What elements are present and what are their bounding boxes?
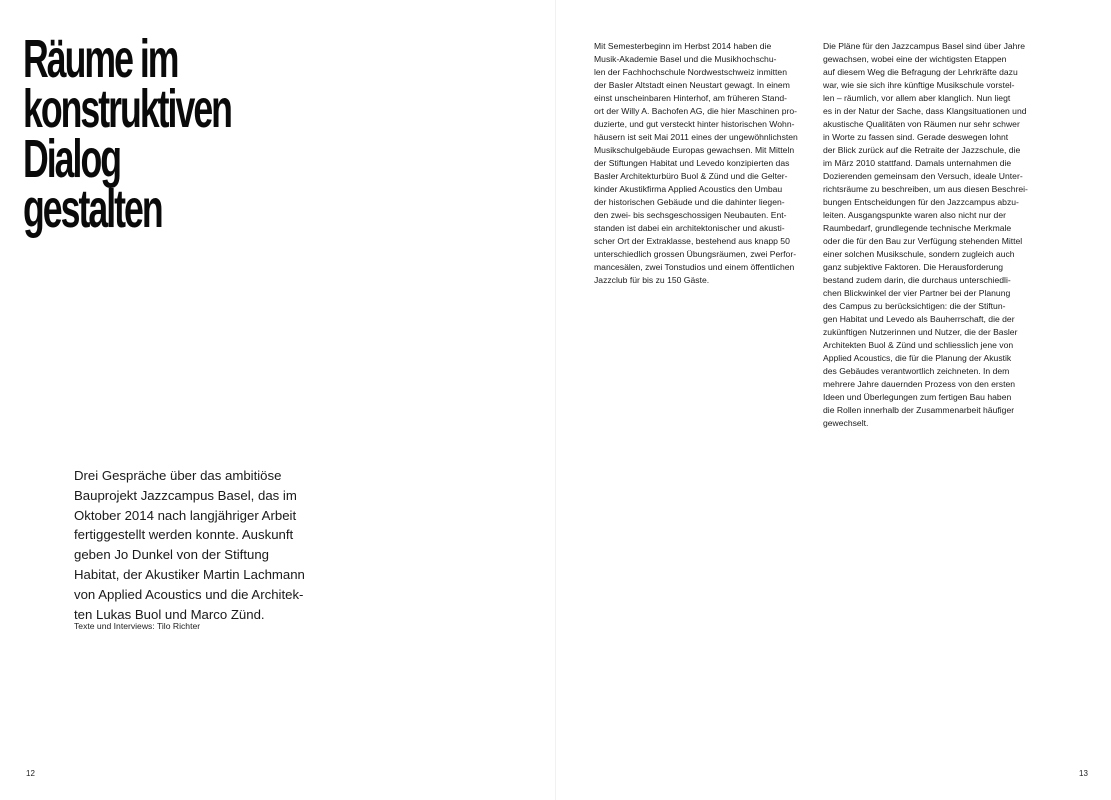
body-line: standen ist dabei ein architektonischer und akusti-	[594, 223, 785, 233]
body-line: Raumbedarf, grundlegende technische Merkmale	[823, 223, 1012, 233]
body-line: mehrere Jahre dauernden Prozess von den ersten	[823, 379, 1016, 389]
intro-line: Habitat, der Akustiker Martin Lachmann	[74, 566, 305, 582]
body-line: scher Ort der Extraklasse, bestehend aus knapp 50	[594, 236, 790, 246]
body-line: Jazzclub für bis zu 150 Gäste.	[594, 275, 710, 285]
intro-line: fertiggestellt werden konnte. Auskunft	[74, 527, 294, 543]
body-line: häusern ist seit Mai 2011 eines der ungewöhnlichsten	[594, 132, 798, 142]
title-line: Räume im	[23, 29, 178, 89]
body-line: der Blick zurück auf die Retraite der Jazzschule, die	[823, 145, 1021, 155]
body-line: ganz subjektive Faktoren. Die Herausforderung	[823, 262, 1004, 272]
body-line: der historischen Gebäude und die dahinter liegen-	[594, 197, 785, 207]
body-line: len – räumlich, vor allem aber klanglich. Nun liegt	[823, 93, 1011, 103]
body-line: oder die für den Bau zur Verfügung stehenden Mittel	[823, 236, 1023, 246]
title-line: konstruktiven	[23, 79, 231, 139]
body-line: gewachsen, wobei eine der wichtigsten Etappen	[823, 54, 1007, 64]
body-line: der Stiftungen Habitat und Levedo konzipierten das	[594, 158, 790, 168]
title-line: Dialog	[23, 129, 121, 189]
body-line: gen Habitat und Levedo als Bauherrschaft, die der	[823, 314, 1015, 324]
intro-line: ten Lukas Buol und Marco Zünd.	[74, 606, 265, 622]
body-line: die Rollen innerhalb der Zusammenarbeit häufiger	[823, 405, 1015, 415]
body-line: unterschiedlich grossen Übungsräumen, zwei Perfor-	[594, 249, 797, 259]
body-line: len der Fachhochschule Nordwestschweiz inmitten	[594, 67, 787, 77]
body-line: Dozierenden gemeinsam den Versuch, ideale Unter-	[823, 171, 1023, 181]
body-line: einer solchen Musikschule, sondern zugleich auch	[823, 249, 1015, 259]
body-line: mancesälen, zwei Tonstudios und einem öffentlichen	[594, 262, 795, 272]
intro-line: Bauprojekt Jazzcampus Basel, das im	[74, 487, 297, 503]
intro-line: Oktober 2014 nach langjähriger Arbeit	[74, 507, 297, 523]
intro-line: von Applied Acoustics und die Architek-	[74, 586, 304, 602]
body-line: auf diesem Weg die Befragung der Lehrkräfte dazu	[823, 67, 1018, 77]
body-line: in Worte zu fassen sind. Gerade deswegen lohnt	[823, 132, 1009, 142]
intro-line: geben Jo Dunkel von der Stiftung	[74, 547, 270, 563]
page-number-right: 13	[1079, 769, 1088, 778]
body-line: den zwei- bis sechsgeschossigen Neubauten. Ent-	[594, 210, 787, 220]
author-credit: Texte und Interviews: Tilo Richter	[74, 621, 201, 631]
body-line: Architekten Buol & Zünd und schliesslich jene von	[823, 340, 1014, 350]
body-line: Basler Architekturbüro Buol & Zünd und die Gelter-	[594, 171, 788, 181]
body-line: bungen Entscheidungen für den Jazzcampus abzu-	[823, 197, 1019, 207]
body-line: zukünftigen Nutzerinnen und Nutzer, die der Basler	[823, 327, 1018, 337]
intro-paragraph	[74, 466, 304, 624]
body-line: war, wie sie sich ihre künftige Musikschule vorstel-	[823, 80, 1015, 90]
body-line: bestand zudem darin, die durchaus unterschiedli-	[823, 275, 1011, 285]
body-line: der Basler Altstadt einen Neustart gewagt. In einem	[594, 80, 790, 90]
body-line: Mit Semesterbeginn im Herbst 2014 haben die	[594, 41, 772, 51]
body-line: des Campus zu berücksichtigen: die der Stiftun-	[823, 301, 1006, 311]
body-line: leiten. Ausgangspunkte waren also nicht nur der	[823, 210, 1006, 220]
body-line: einst unscheinbaren Hinterhof, am früheren Stand-	[594, 93, 787, 103]
body-line: chen Blickwinkel der vier Partner bei der Planung	[823, 288, 1011, 298]
intro-line: Drei Gespräche über das ambitiöse	[74, 468, 282, 483]
body-line: Die Pläne für den Jazzcampus Basel sind über Jahre	[823, 41, 1026, 51]
body-line: Ideen und Überlegungen zum fertigen Bau haben	[823, 392, 1012, 402]
body-line: im März 2010 stattfand. Damals unternahmen die	[823, 158, 1012, 168]
page-title	[23, 29, 231, 239]
title-line: gestalten	[23, 179, 162, 239]
body-line: Applied Acoustics, die für die Planung der Akustik	[823, 353, 1012, 363]
body-column-2	[823, 40, 1038, 430]
page-number-left: 12	[26, 769, 35, 778]
body-line: akustische Qualitäten von Räumen nur sehr schwer	[823, 119, 1020, 129]
body-line: kinder Akustikfirma Applied Acoustics den Umbau	[594, 184, 783, 194]
body-line: es in der Natur der Sache, dass Klangsituationen und	[823, 106, 1027, 116]
body-line: ort der Willy A. Bachofen AG, die hier Maschinen pro-	[594, 106, 798, 116]
page-gutter	[555, 0, 556, 800]
body-line: des Gebäudes verantwortlich zeichneten. In dem	[823, 366, 1010, 376]
body-line: richtsräume zu beschreiben, um aus diesen Beschrei-	[823, 184, 1028, 194]
body-line: Musik-Akademie Basel und die Musikhochschu-	[594, 54, 777, 64]
body-column-1	[594, 40, 809, 287]
body-line: gewechselt.	[823, 418, 869, 428]
body-line: Musikschulgebäude Europas gewachsen. Mit Mitteln	[594, 145, 795, 155]
body-line: duzierte, und gut versteckt hinter historischen Wohn-	[594, 119, 795, 129]
